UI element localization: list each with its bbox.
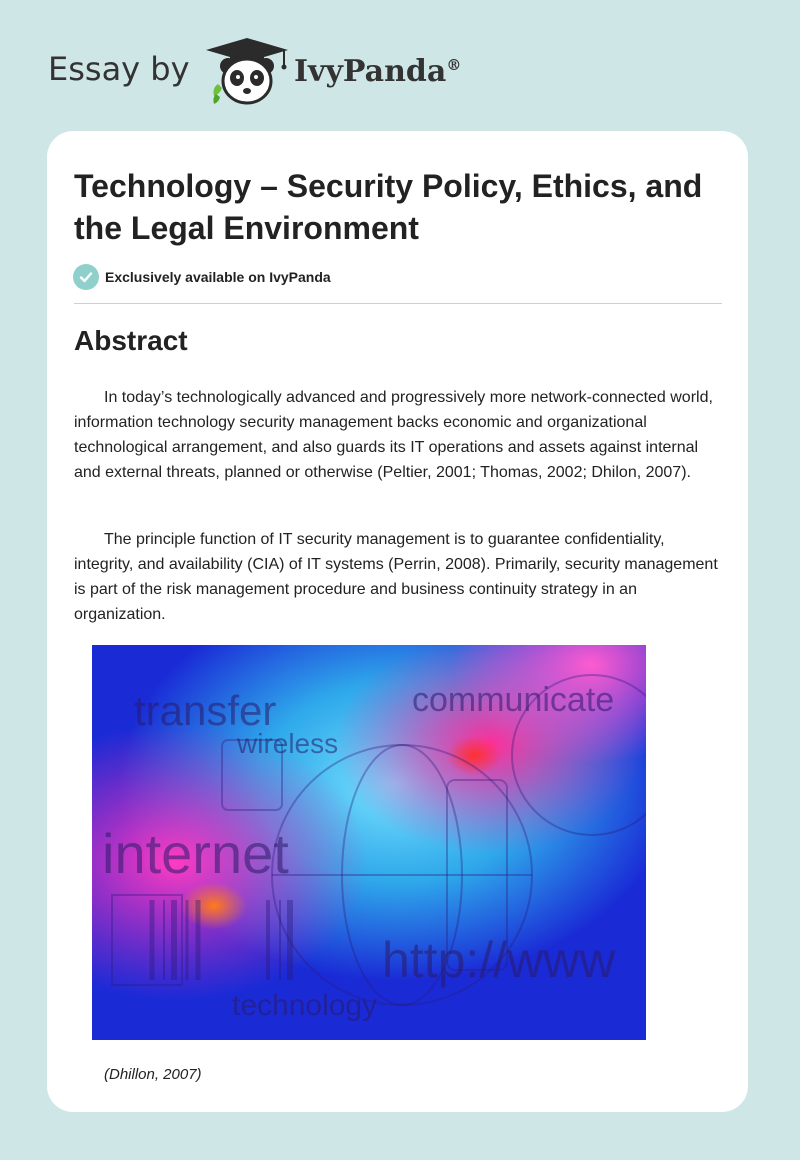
panda-logo-icon xyxy=(204,36,290,108)
essay-card xyxy=(47,131,748,1112)
figure-word-technology: technology xyxy=(232,989,378,1022)
brand-name xyxy=(294,54,461,89)
figure-word-communicate: communicate xyxy=(412,681,615,719)
page-title: Technology – Security Policy, Ethics, and the Legal Environment xyxy=(74,168,703,246)
figure-caption: (Dhillon, 2007) xyxy=(104,1066,202,1083)
paragraph-1: In today’s technologically advanced and progressively more network-connected world, information technology security management backs economic and organizational technological arrangement, and also guards its IT operations and assets against internal and external threats, planned or otherwise (Peltier, 2001; Thomas, 2002; Dhilon, 2007). xyxy=(74,389,713,481)
essay-by-label: Essay by xyxy=(48,50,190,88)
badge-label: Exclusively available on IvyPanda xyxy=(105,269,331,285)
figure-word-http: http://www xyxy=(382,932,616,988)
brand-text: IvyPanda xyxy=(294,54,447,89)
figure-word-transfer: transfer xyxy=(134,687,277,734)
paragraph-2: The principle function of IT security management is to guarantee confidentiality, integrity, and availability (CIA) of IT systems (Perrin, 2008). Primarily, security management is part of the risk management procedure and business continuity strategy in an organization. xyxy=(74,531,718,623)
technology-collage-image xyxy=(92,645,646,1040)
figure-word-wireless: wireless xyxy=(237,728,339,759)
divider xyxy=(74,303,722,304)
exclusive-badge xyxy=(73,264,331,290)
site-header xyxy=(48,36,748,108)
check-circle-icon xyxy=(73,264,99,290)
registered-mark: ® xyxy=(446,56,462,74)
section-heading: Abstract xyxy=(74,325,188,356)
figure-word-internet: internet xyxy=(102,822,289,885)
